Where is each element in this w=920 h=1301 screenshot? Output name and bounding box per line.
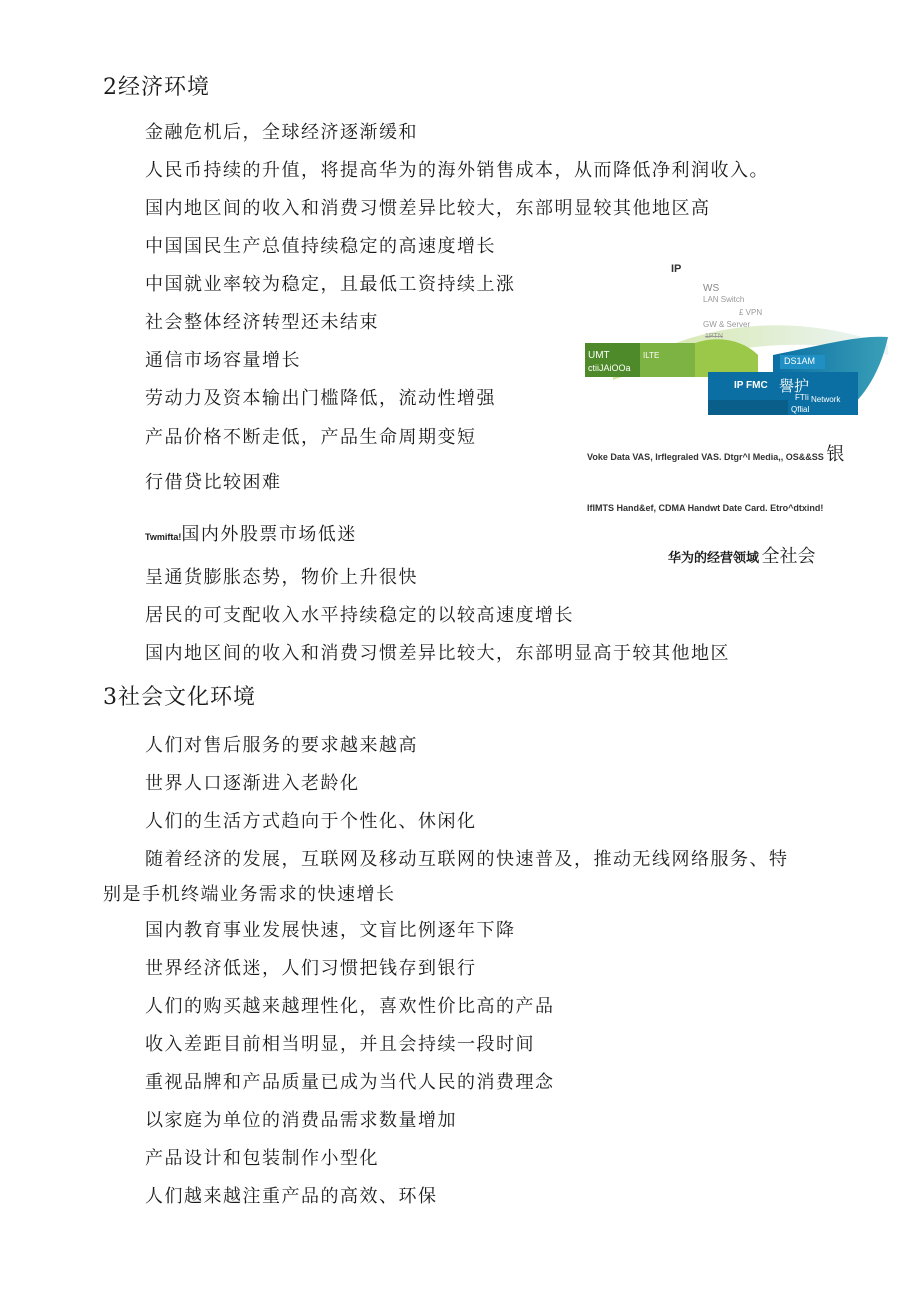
text-line: 人们对售后服务的要求越来越高 xyxy=(145,735,418,756)
small-prefix: Twmifta! xyxy=(145,532,182,542)
text-line: 随着经济的发展，互联网及移动互联网的快速普及，推动无线网络服务、特 xyxy=(145,849,789,870)
diagram-caption-3 xyxy=(668,542,816,568)
text-line: 居民的可支配收入水平持续稳定的以较高速度增长 xyxy=(145,605,574,626)
text-line: 中国就业率较为稳定，且最低工资持续上涨 xyxy=(145,274,516,295)
caption-1-text: Voke Data VAS, Irflegraled VAS. Dtgr^l Media,, OS&&SS xyxy=(587,452,824,462)
diagram-caption-2: IflMTS Hand&ef, CDMA Handwt Date Card. Etro^dtxind! xyxy=(587,503,824,513)
text-line: 劳动力及资本输出门槛降低，流动性增强 xyxy=(145,388,496,409)
label-iptn: 1PTN xyxy=(705,333,723,340)
label-lte: ILTE xyxy=(643,351,660,360)
label-lan-switch: LAN Switch xyxy=(703,295,745,304)
text-line: 别是手机终端业务需求的快速增长 xyxy=(103,884,396,905)
text-line: 人们越来越注重产品的高效、环保 xyxy=(145,1186,438,1207)
caption-1-cn: 银 xyxy=(826,444,845,465)
text-line: 世界人口逐渐进入老龄化 xyxy=(145,773,360,794)
text-line: 人们的购买越来越理性化，喜欢性价比高的产品 xyxy=(145,996,555,1017)
label-ds1am: DS1AM xyxy=(784,356,816,366)
text-line: 收入差距目前相当明显，并且会持续一段时间 xyxy=(145,1034,535,1055)
label-ctii: ctiiJAiOOa xyxy=(588,363,631,373)
text-line: 世界经济低迷，人们习惯把钱存到银行 xyxy=(145,958,477,979)
text-line: 产品价格不断走低，产品生命周期变短 xyxy=(145,427,477,448)
label-vpn: £ VPN xyxy=(739,308,763,317)
text-line: 社会整体经济转型还未结束 xyxy=(145,312,379,333)
text-line: 金融危机后，全球经济逐渐缓和 xyxy=(145,122,418,143)
text-line: 呈通货膨胀态势，物价上升很快 xyxy=(145,567,418,588)
text-line-stock xyxy=(145,520,357,546)
text-line: 国内地区间的收入和消费习惯差异比较大，东部明显高于较其他地区 xyxy=(145,643,730,664)
text-line: 行借贷比较困难 xyxy=(145,472,282,493)
label-qflial: Qflial xyxy=(791,405,810,414)
section3-heading: 3社会文化环境 xyxy=(103,685,256,710)
text-line: 国内教育事业发展快速，文盲比例逐年下降 xyxy=(145,920,516,941)
text-line: 国内地区间的收入和消费习惯差异比较大，东部明显较其他地区高 xyxy=(145,198,711,219)
text-line: 重视品牌和产品质量已成为当代人民的消费理念 xyxy=(145,1072,555,1093)
text-line: 以家庭为单位的消费品需求数量增加 xyxy=(145,1110,457,1131)
domain-graphic xyxy=(583,255,893,425)
diagram-caption-1 xyxy=(587,440,844,466)
label-umt: UMT xyxy=(588,350,610,361)
text-line: 通信市场容量增长 xyxy=(145,350,301,371)
text-line: 人们的生活方式趋向于个性化、休闲化 xyxy=(145,811,477,832)
blue-block-small xyxy=(708,400,788,415)
stock-text: 国内外股票市场低迷 xyxy=(181,524,357,545)
section2-heading: 2经济环境 xyxy=(103,75,210,100)
business-domain-diagram xyxy=(583,255,893,425)
label-ipfmc: IP FMC xyxy=(734,380,768,391)
label-network: Network xyxy=(811,395,841,404)
label-cn-mark: 譽护 xyxy=(779,377,810,395)
label-ftii: FTIi xyxy=(795,393,809,402)
label-ws: WS xyxy=(703,283,720,294)
label-ip: IP xyxy=(671,263,682,275)
label-gw-server: GW & Server xyxy=(703,320,751,329)
text-line: 中国国民生产总值持续稳定的高速度增长 xyxy=(145,236,496,257)
text-line: 人民币持续的升值，将提高华为的海外销售成本，从而降低净利润收入。 xyxy=(145,160,769,181)
caption-3-cn: 全社会 xyxy=(761,546,816,567)
caption-3-text: 华为的经营领域 xyxy=(668,551,760,566)
text-line: 产品设计和包装制作小型化 xyxy=(145,1148,379,1169)
green-block-lte xyxy=(640,343,695,377)
